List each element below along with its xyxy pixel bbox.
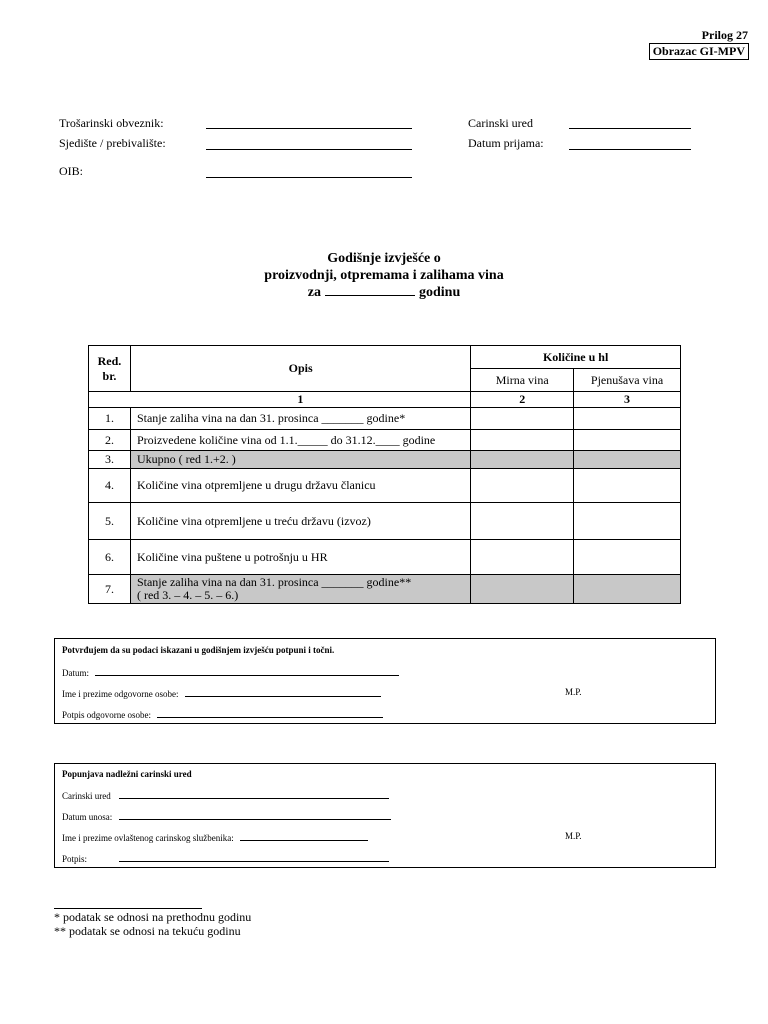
receipt-date-label: Datum prijama: [468, 136, 544, 150]
responsible-signature-field[interactable] [157, 708, 383, 718]
header-row-number: Red. br. [89, 346, 131, 392]
footnote-divider [54, 908, 202, 909]
still-wine-cell[interactable] [471, 408, 574, 430]
row-number: 7. [89, 575, 131, 604]
officer-signature-row: Potpis: [62, 852, 389, 864]
confirmation-box [54, 638, 716, 724]
column-number-still: 2 [471, 392, 574, 408]
sparkling-wine-cell[interactable] [574, 540, 681, 575]
entry-date-row: Datum unosa: [62, 810, 391, 822]
customs-office-field[interactable] [569, 128, 691, 129]
year-field[interactable] [325, 284, 415, 296]
receipt-date-field[interactable] [569, 149, 691, 150]
header-sparkling-wine: Pjenušava vina [574, 369, 681, 392]
responsible-signature-row: Potpis odgovorne osobe: [62, 708, 383, 720]
row-description: Ukupno ( red 1.+2. ) [130, 451, 470, 469]
customs-office-row: Carinski ured [62, 789, 389, 801]
wine-report-table [88, 345, 681, 604]
officer-name-row: Ime i prezime ovlaštenog carinskog službenika: [62, 831, 368, 843]
report-title [0, 250, 768, 301]
entry-date-field[interactable] [119, 810, 391, 820]
sparkling-wine-cell [574, 575, 681, 604]
attachment-number: Prilog 27 [701, 28, 748, 42]
row-description: Količine vina puštene u potrošnju u HR [130, 540, 470, 575]
row-number: 3. [89, 451, 131, 469]
title-line-2: proizvodnji, otpremama i zalihama vina [264, 268, 504, 283]
responsible-name-row: Ime i prezime odgovorne osobe: [62, 687, 381, 699]
table-row [89, 575, 681, 604]
row-description: Stanje zaliha vina na dan 31. prosinca _______ godine** ( red 3. – 4. – 5. – 6.) [130, 575, 470, 604]
title-line-3: za godinu [307, 285, 461, 300]
title-line-1: Godišnje izvješće o [327, 251, 441, 266]
header-still-wine: Mirna vina [471, 369, 574, 392]
customs-heading: Popunjava nadležni carinski ured [62, 769, 192, 779]
table-row [89, 408, 681, 430]
sparkling-wine-cell[interactable] [574, 503, 681, 540]
sparkling-wine-cell[interactable] [574, 469, 681, 503]
form-code: Obrazac GI-MPV [649, 43, 749, 60]
table-row [89, 451, 681, 469]
row-number: 2. [89, 430, 131, 451]
header-description: Opis [130, 346, 470, 392]
officer-name-field[interactable] [240, 831, 368, 841]
still-wine-cell[interactable] [471, 430, 574, 451]
seat-residence-field[interactable] [206, 149, 412, 150]
officer-signature-field[interactable] [119, 852, 389, 862]
still-wine-cell[interactable] [471, 469, 574, 503]
customs-office-box [54, 763, 716, 868]
oib-field[interactable] [206, 177, 412, 178]
stamp-placeholder: M.P. [565, 831, 582, 841]
row-number: 6. [89, 540, 131, 575]
header-quantities: Količine u hl [471, 346, 681, 369]
row-description: Stanje zaliha vina na dan 31. prosinca _______ godine* [130, 408, 470, 430]
seat-residence-label: Sjedište / prebivalište: [59, 136, 166, 150]
sparkling-wine-cell[interactable] [574, 430, 681, 451]
row-description: Proizvedene količine vina od 1.1._____ do 31.12.____ godine [130, 430, 470, 451]
still-wine-cell[interactable] [471, 540, 574, 575]
row-description: Količine vina otpremljene u treću državu (izvoz) [130, 503, 470, 540]
column-number-sparkling: 3 [574, 392, 681, 408]
table-row [89, 540, 681, 575]
still-wine-cell[interactable] [471, 503, 574, 540]
excise-obligor-field[interactable] [206, 128, 412, 129]
column-number-description: 1 [130, 392, 470, 408]
still-wine-cell [471, 575, 574, 604]
responsible-name-field[interactable] [185, 687, 381, 697]
sparkling-wine-cell[interactable] [574, 408, 681, 430]
confirmation-heading: Potvrđujem da su podaci iskazani u godišnjem izvješću potpuni i točni. [62, 645, 335, 655]
still-wine-cell [471, 451, 574, 469]
customs-office-label: Carinski ured [468, 116, 533, 130]
footnote-2: ** podatak se odnosi na tekuću godinu [54, 924, 241, 938]
excise-obligor-label: Trošarinski obveznik: [59, 116, 164, 130]
row-description: Količine vina otpremljene u drugu državu članicu [130, 469, 470, 503]
confirmation-date-field[interactable] [95, 666, 399, 676]
confirmation-date-row: Datum: [62, 666, 399, 678]
table-row [89, 469, 681, 503]
customs-office-input[interactable] [119, 789, 389, 799]
table-row [89, 430, 681, 451]
footnote-1: * podatak se odnosi na prethodnu godinu [54, 910, 252, 924]
row-number: 4. [89, 469, 131, 503]
row-number: 1. [89, 408, 131, 430]
table-row [89, 503, 681, 540]
row-number: 5. [89, 503, 131, 540]
stamp-placeholder: M.P. [565, 687, 582, 697]
oib-label: OIB: [59, 164, 83, 178]
sparkling-wine-cell [574, 451, 681, 469]
